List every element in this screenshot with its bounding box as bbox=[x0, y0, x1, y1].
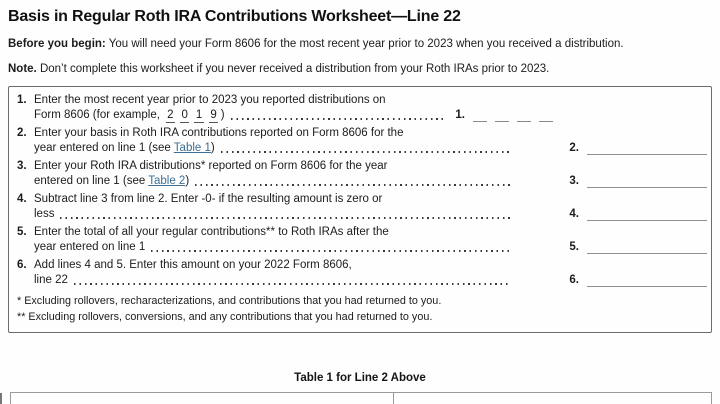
entry-field-4 bbox=[587, 218, 707, 221]
dot-leader bbox=[74, 283, 512, 285]
entry-label-1: 1. bbox=[455, 109, 465, 121]
dot-leader bbox=[151, 250, 511, 252]
table-1-top-edge bbox=[10, 392, 712, 404]
footnote-single-asterisk: * Excluding rollovers, recharacterizations, and contributions that you had returned to you. bbox=[17, 295, 442, 307]
worksheet-line-1 bbox=[17, 93, 707, 123]
footnotes bbox=[17, 294, 707, 325]
worksheet-line-6 bbox=[17, 258, 707, 288]
table-2-link[interactable]: Table 2 bbox=[148, 175, 186, 187]
line-text: Enter your basis in Roth IRA contributions reported on Form 8606 for the bbox=[34, 127, 404, 139]
line-text: Enter your Roth IRA distributions* reported on Form 8606 for the year bbox=[34, 160, 388, 172]
line-text-2: entered on line 1 (see Table 2) bbox=[34, 175, 190, 187]
line-text-2: Form 8606 (for example, 2 0 1 9 ) bbox=[34, 109, 225, 121]
line-number: 1. bbox=[17, 94, 27, 106]
page-title: Basis in Regular Roth IRA Contributions Worksheet—Line 22 bbox=[8, 8, 461, 25]
entry-label-2: 2. bbox=[569, 142, 579, 154]
note-label: Note. bbox=[8, 63, 37, 75]
year-digit-blank bbox=[495, 119, 509, 122]
worksheet-line-2 bbox=[17, 126, 707, 156]
worksheet-line-3 bbox=[17, 159, 707, 189]
line-text: Subtract line 3 from line 2. Enter -0- if the resulting amount is zero or bbox=[34, 193, 383, 205]
entry-label-4: 4. bbox=[569, 208, 579, 220]
entry-field-3 bbox=[587, 185, 707, 188]
worksheet-box bbox=[8, 86, 712, 333]
entry-field-2 bbox=[587, 152, 707, 155]
page-edge-mark bbox=[0, 393, 2, 404]
dot-leader bbox=[221, 151, 512, 153]
table-1-heading: Table 1 for Line 2 Above bbox=[294, 372, 426, 384]
before-you-begin-body: You will need your Form 8606 for the most recent year prior to 2023 when you received a distribution. bbox=[105, 38, 624, 50]
entry-label-3: 3. bbox=[569, 175, 579, 187]
entry-label-5: 5. bbox=[569, 241, 579, 253]
line-number: 4. bbox=[17, 193, 27, 205]
before-you-begin-label: Before you begin: bbox=[8, 38, 106, 50]
line-number: 2. bbox=[17, 127, 27, 139]
line-number: 5. bbox=[17, 226, 27, 238]
line-text: Enter the most recent year prior to 2023 you reported distributions on bbox=[34, 94, 386, 106]
line-text-2: less bbox=[34, 208, 55, 220]
line-text-2: year entered on line 1 (see Table 1) bbox=[34, 142, 215, 154]
line-text-2: year entered on line 1 bbox=[34, 241, 146, 253]
dot-leader bbox=[195, 184, 511, 186]
dot-leader bbox=[231, 118, 448, 120]
year-digit-blank bbox=[539, 119, 553, 122]
entry-field-year bbox=[473, 119, 561, 122]
example-digit: 2 bbox=[167, 109, 174, 121]
entry-field-6 bbox=[587, 284, 707, 287]
example-digit: 1 bbox=[195, 109, 203, 121]
table-1-left-column bbox=[11, 393, 394, 404]
table-1-link[interactable]: Table 1 bbox=[173, 142, 211, 154]
worksheet-line-5 bbox=[17, 225, 707, 255]
dot-leader bbox=[60, 217, 511, 219]
example-digit: 0 bbox=[181, 109, 188, 121]
footnote-double-asterisk: ** Excluding rollovers, conversions, and any contributions that you had returned to you. bbox=[17, 310, 433, 323]
line-text: Add lines 4 and 5. Enter this amount on your 2022 Form 8606, bbox=[34, 259, 352, 271]
line-number: 3. bbox=[17, 160, 27, 172]
worksheet-line-4 bbox=[17, 192, 707, 222]
year-digit-blank bbox=[473, 119, 487, 122]
before-you-begin-text bbox=[8, 37, 712, 51]
example-digit: 9 bbox=[210, 109, 217, 121]
line-text-2: line 22 bbox=[34, 274, 68, 286]
entry-field-5 bbox=[587, 251, 707, 254]
year-digit-blank bbox=[517, 119, 531, 122]
note-text bbox=[8, 62, 712, 76]
note-body: Don’t complete this worksheet if you never received a distribution from your Roth IRAs prior to 2023. bbox=[36, 63, 550, 75]
line-number: 6. bbox=[17, 259, 27, 271]
table-1-right-column bbox=[394, 393, 711, 404]
line-text: Enter the total of all your regular contributions** to Roth IRAs after the bbox=[34, 226, 389, 238]
entry-label-6: 6. bbox=[569, 274, 579, 286]
